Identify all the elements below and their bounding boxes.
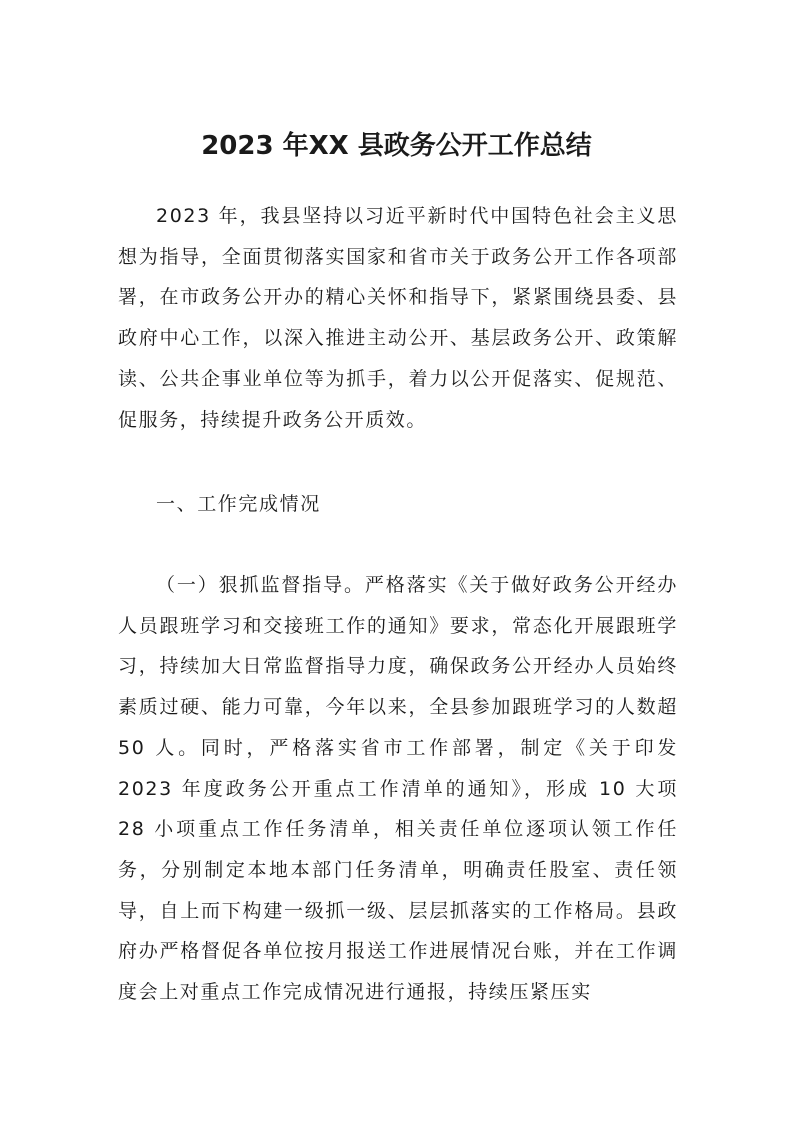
document-title: 2023 年XX 县政务公开工作总结 (201, 131, 592, 161)
section-paragraph: （一）狠抓监督指导。严格落实《关于做好政务公开经办人员跟班学习和交接班工作的通知》要求，常态化开展跟班学习，持续加大日常监督指导力度，确保政务公开经办人员始终素质过硬、能力可靠，今年以来，全县参加跟班学习的人数超 50 人。同时，严格落实省市工作部署，制定《关于印发 2023 年度政务公开重点工作清单的通知》，形成 10 大项 28 小项重点工作任务清单，相关责任单位逐项认领工作任务，分别制定本地本部门任务清单，明确责任股室、责任领导，自上而下构建一级抓一级、层层抓落实的工作格局。县政府办严格督促各单位按月报送工作进展情况台账，并在工作调度会上对重点工作完成情况进行通报，持续压紧压实 (118, 574, 678, 1004)
intro-paragraph: 2023 年，我县坚持以习近平新时代中国特色社会主义思想为指导，全面贯彻落实国家和省市关于政务公开工作各项部署，在市政务公开办的精心关怀和指导下，紧紧围绕县委、县政府中心工作，以深入推进主动公开、基层政务公开、政策解读、公共企事业单位等为抓手，着力以公开促落实、促规范、促服务，持续提升政务公开质效。 (118, 205, 678, 431)
section-heading: 一、工作完成情况 (156, 493, 321, 515)
